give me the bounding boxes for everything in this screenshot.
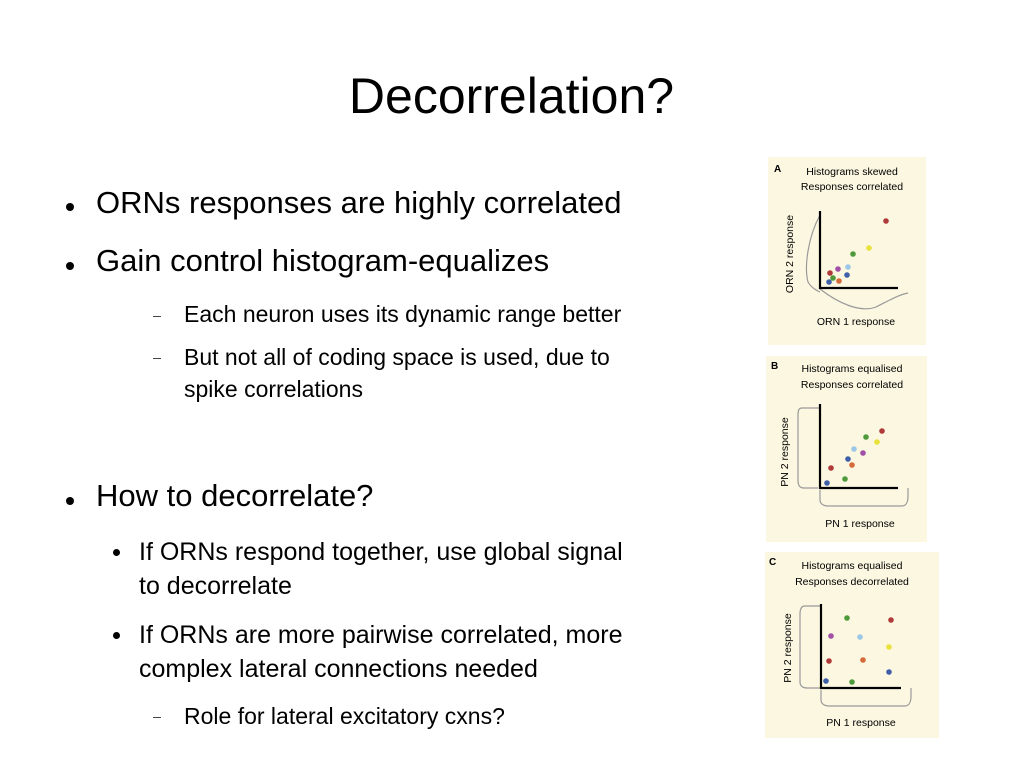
bullet-orns-correlated: ORNs responses are highly correlated xyxy=(96,185,622,220)
data-point xyxy=(828,633,834,639)
data-point xyxy=(845,264,851,270)
x-histogram xyxy=(821,688,911,706)
y-histogram xyxy=(807,215,821,292)
data-point xyxy=(836,278,842,284)
sub-bullet-dynamic-range: Each neuron uses its dynamic range better xyxy=(184,301,622,327)
panel-letter: C xyxy=(769,557,777,568)
x-axis-label: ORN 1 response xyxy=(816,316,896,328)
y-axis-label: PN 2 response xyxy=(782,613,794,683)
data-point xyxy=(860,450,866,456)
bullet-dot xyxy=(66,262,74,270)
bullet-dot xyxy=(113,549,120,556)
bullet-gain-control: Gain control histogram-equalizes xyxy=(96,243,550,278)
bullet-dot xyxy=(66,497,74,505)
data-point xyxy=(824,480,830,486)
slide-title: Decorrelation? xyxy=(348,68,675,124)
bullet-dot xyxy=(113,632,120,639)
sub-bullet-dash xyxy=(153,358,161,359)
data-point xyxy=(883,218,889,224)
data-point xyxy=(879,428,885,434)
data-point xyxy=(835,266,841,272)
y-histogram xyxy=(798,408,820,488)
data-point xyxy=(874,439,880,445)
axes xyxy=(820,404,898,488)
data-point xyxy=(823,678,829,684)
sub-bullet-dash xyxy=(153,316,161,317)
data-point xyxy=(826,658,832,664)
data-point xyxy=(860,657,866,663)
panel-caption-line2: Responses correlated xyxy=(800,379,904,391)
y-axis-label: ORN 2 response xyxy=(784,214,796,294)
sub-bullet-coding-space: But not all of coding space is used, due to xyxy=(184,344,610,370)
data-point xyxy=(830,275,836,281)
data-point xyxy=(849,462,855,468)
panel-letter: B xyxy=(771,361,779,372)
panel-caption-line1: Histograms equalised xyxy=(801,363,903,375)
bullet-global-signal: If ORNs respond together, use global signal xyxy=(139,538,623,566)
sub-bullet-dash xyxy=(153,717,161,718)
data-point xyxy=(844,615,850,621)
data-point xyxy=(866,245,872,251)
panel-caption-line1: Histograms equalised xyxy=(801,560,903,572)
x-axis-label: PN 1 response xyxy=(825,518,895,530)
x-histogram xyxy=(820,289,908,309)
data-point xyxy=(828,465,834,471)
bullet-pairwise-correlated: If ORNs are more pairwise correlated, more xyxy=(139,621,623,649)
x-histogram xyxy=(820,488,908,506)
x-axis-label: PN 1 response xyxy=(826,717,896,729)
data-point xyxy=(845,456,851,462)
bullet-pairwise-correlated-cont: complex lateral connections needed xyxy=(139,655,538,683)
data-point xyxy=(851,446,857,452)
panel-caption-line2: Responses decorrelated xyxy=(795,576,909,588)
data-point xyxy=(849,679,855,685)
data-point xyxy=(886,669,892,675)
bullet-dot xyxy=(66,203,74,211)
sub-bullet-coding-space-cont: spike correlations xyxy=(184,376,363,402)
panel-caption-line2: Responses correlated xyxy=(800,181,904,193)
bullet-how-to-decorrelate: How to decorrelate? xyxy=(96,478,374,513)
bullet-global-signal-cont: to decorrelate xyxy=(139,572,292,600)
data-point xyxy=(844,272,850,278)
panel-caption-line1: Histograms skewed xyxy=(806,166,898,178)
panel-letter: A xyxy=(774,164,782,175)
data-point xyxy=(886,644,892,650)
data-point xyxy=(842,476,848,482)
figure-panel-a xyxy=(768,157,926,345)
data-point xyxy=(863,434,869,440)
figure-panel-c xyxy=(765,552,939,738)
figure-panel-b xyxy=(766,356,927,542)
data-point xyxy=(850,251,856,257)
y-axis-label: PN 2 response xyxy=(779,417,791,487)
data-point xyxy=(826,279,832,285)
data-point xyxy=(827,270,833,276)
y-histogram xyxy=(800,606,821,688)
data-point xyxy=(888,617,894,623)
sub-bullet-lateral-excitatory: Role for lateral excitatory cxns? xyxy=(184,703,505,729)
data-point xyxy=(857,634,863,640)
